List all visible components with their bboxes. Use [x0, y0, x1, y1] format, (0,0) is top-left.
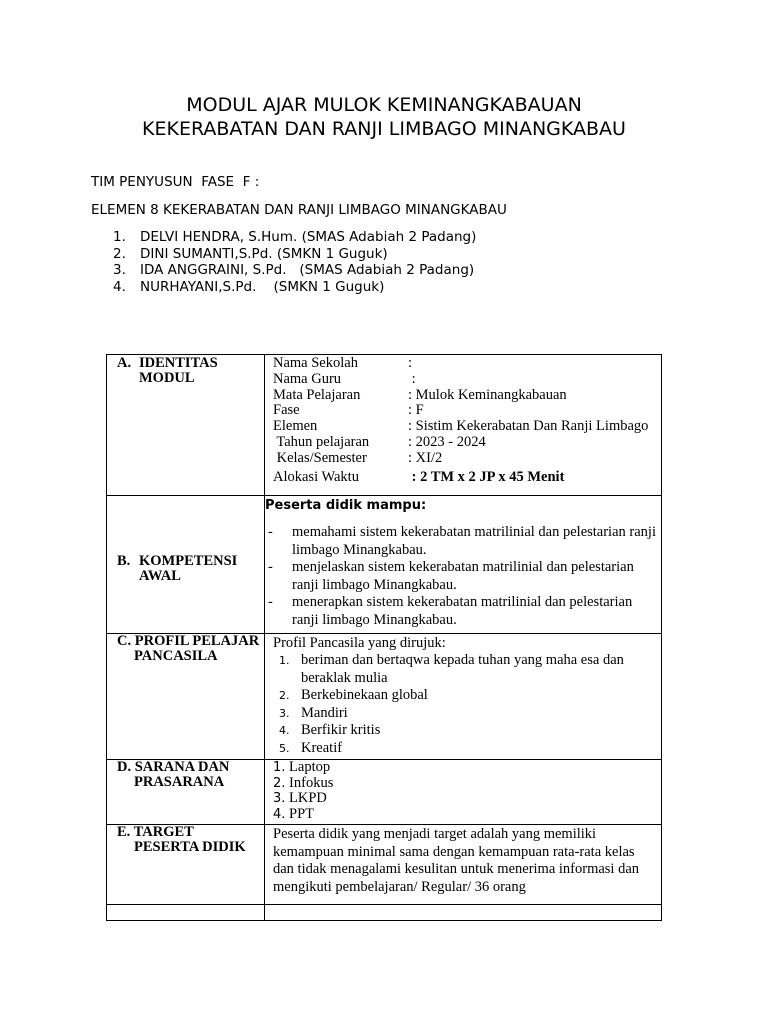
- sarana-content-cell: [265, 760, 662, 825]
- section-title: IDENTITAS: [139, 355, 218, 371]
- identitas-row-mata-pelajaran: Mata Pelajaran : Mulok Keminangkabauan: [273, 386, 567, 403]
- section-title: TARGET: [133, 824, 194, 840]
- identitas-row-fase: Fase : F: [273, 402, 424, 419]
- list-item: 1. Laptop: [273, 759, 331, 775]
- target-content-cell: [265, 825, 662, 905]
- list-item: 3. Mandiri: [279, 704, 348, 721]
- profil-list: [265, 652, 661, 757]
- row-identitas-modul: [107, 355, 662, 496]
- list-item: 3. LKPD: [273, 790, 327, 806]
- list-item: - menerapkan sistem kekerabatan matrilinial dan pelestarian ranji limbago Minangkabau.: [265, 594, 661, 629]
- section-index: A.: [117, 355, 132, 371]
- elemen-heading: ELEMEN 8 KEKERABATAN DAN RANJI LIMBAGO MINANGKABAU: [91, 202, 507, 218]
- kompetensi-label-cell: B. KOMPETENSI AWAL: [107, 496, 265, 634]
- profil-intro: Profil Pancasila yang dirujuk:: [273, 635, 446, 651]
- profil-label-cell: C. PROFIL PELAJAR PANCASILA: [107, 634, 265, 760]
- row-empty: [107, 905, 662, 921]
- row-sarana-prasarana: [107, 760, 662, 825]
- list-item: 4. PPT: [273, 805, 315, 822]
- document-title-line1: MODUL AJAR MULOK KEMINANGKABAUAN: [186, 94, 582, 116]
- kompetensi-heading: Peserta didik mampu:: [265, 498, 427, 513]
- section-title: KOMPETENSI: [139, 552, 238, 569]
- row-target-peserta: [107, 825, 662, 905]
- profil-content-cell: [265, 634, 662, 760]
- sarana-label-cell: D. SARANA DAN PRASARANA: [107, 760, 265, 825]
- kompetensi-list: [265, 524, 661, 629]
- row-kompetensi-awal: [107, 496, 662, 634]
- author-item: 4. NURHAYANI,S.Pd. (SMKN 1 Guguk): [113, 279, 385, 296]
- row-profil-pelajar: [107, 634, 662, 760]
- kompetensi-content-cell: [265, 496, 662, 634]
- section-title-cont: PRASARANA: [134, 774, 225, 790]
- module-table: [106, 354, 662, 921]
- section-title-cont: PANCASILA: [134, 648, 218, 664]
- identitas-row-alokasi-waktu: Alokasi Waktu : 2 TM x 2 JP x 45 Menit: [273, 468, 565, 485]
- section-title-cont: MODUL: [139, 370, 195, 386]
- empty-cell: [107, 905, 265, 921]
- list-item: 4. Berfikir kritis: [279, 722, 381, 738]
- identitas-row-elemen: Elemen : Sistim Kekerabatan Dan Ranji Limbago: [273, 418, 649, 435]
- target-text: Peserta didik yang menjadi target adalah yang memiliki kemampuan minimal sama dengan kemampuan rata-rata kelas dan tidak menagalami kesulitan untuk menerima informasi dan mengikuti pembelajaran/ Regular/ 36 orang: [273, 826, 640, 895]
- identitas-row-nama-guru: Nama Guru :: [273, 370, 416, 387]
- section-title: PROFIL PELAJAR: [134, 633, 260, 649]
- document-title-line2: KEKERABATAN DAN RANJI LIMBAGO MINANGKABAU: [142, 118, 626, 140]
- author-item: 1. DELVI HENDRA, S.Hum. (SMAS Adabiah 2 Padang): [113, 229, 477, 245]
- author-item: 3. IDA ANGGRAINI, S.Pd. (SMAS Adabiah 2 Padang): [113, 262, 475, 279]
- list-item: 1. beriman dan bertaqwa kepada tuhan yang maha esa dan beraklak mulia: [279, 652, 624, 686]
- identitas-label-cell: [107, 355, 265, 496]
- author-item: 2. DINI SUMANTI,S.Pd. (SMKN 1 Guguk): [113, 245, 388, 262]
- list-item: - menjelaskan sistem kekerabatan matrilinial dan pelestarian ranji limbago Minangkabau.: [265, 559, 661, 594]
- sarana-list: [265, 760, 661, 822]
- identitas-row-tahun-pelajaran: Tahun pelajaran : 2023 - 2024: [273, 433, 486, 450]
- identitas-row-kelas-semester: Kelas/Semester : XI/2: [273, 449, 443, 466]
- section-title-cont: PESERTA DIDIK: [134, 839, 246, 855]
- empty-cell: [265, 905, 662, 921]
- list-item: 2. Infokus: [273, 774, 334, 791]
- list-item: - memahami sistem kekerabatan matrilinial dan pelestarian ranji limbago Minangkabau.: [265, 524, 661, 559]
- target-label-cell: E. TARGET PESERTA DIDIK: [107, 825, 265, 905]
- tim-penyusun-heading: TIM PENYUSUN FASE F :: [91, 174, 260, 190]
- author-list: [113, 229, 476, 296]
- list-item: 5. Kreatif: [279, 739, 343, 756]
- section-title: SARANA DAN: [134, 759, 230, 775]
- section-title-cont: AWAL: [139, 567, 181, 584]
- list-item: 2. Berkebinekaan global: [279, 687, 428, 703]
- identitas-row-nama-sekolah: Nama Sekolah :: [273, 355, 413, 371]
- identitas-content-cell: [265, 355, 662, 496]
